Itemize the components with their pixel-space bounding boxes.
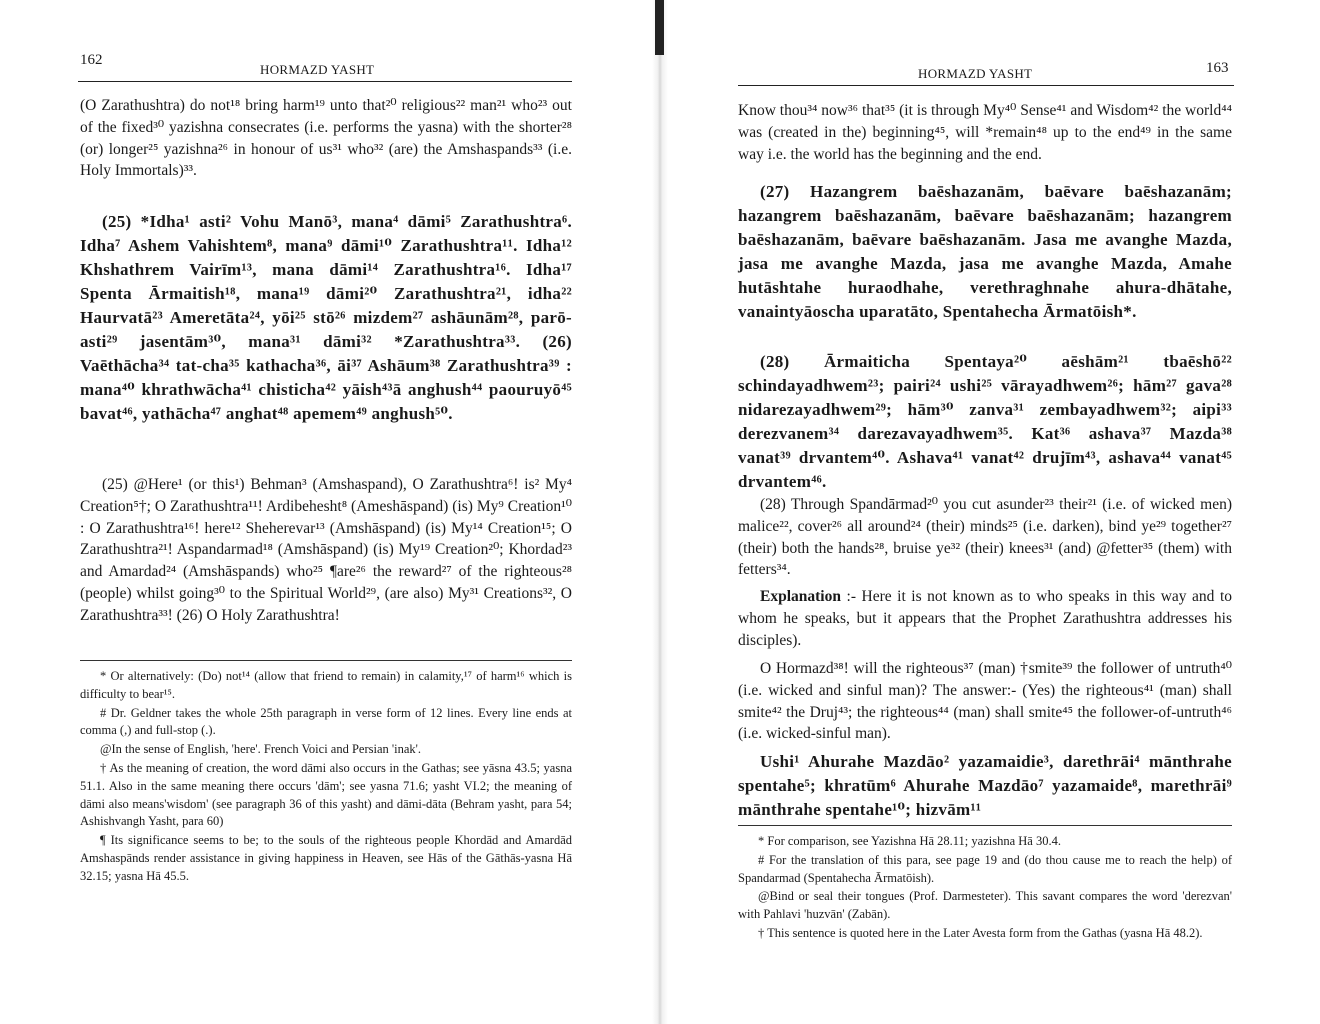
avesta-paragraph-27 bbox=[738, 180, 1232, 324]
left-footnotes bbox=[80, 668, 572, 887]
question-paragraph bbox=[738, 658, 1232, 745]
header-rule bbox=[78, 81, 572, 82]
avesta-paragraph-25 bbox=[80, 210, 572, 426]
question-text: O Hormazd³⁸! will the righteous³⁷ (man) †smite³⁹ the follower of untruth⁴⁰ (i.e. wicked and sinful man)? The answer:- (Yes) the righteous⁴¹ (man) shall smite⁴² the Druj⁴³; the righteous⁴⁴ (man) shall smite⁴⁵ the follower-of-untruth⁴⁶ (i.e. wicked-sinful man). bbox=[738, 660, 1232, 743]
translation-paragraph-25 bbox=[80, 474, 572, 627]
footnote: † This sentence is quoted here in the Later Avesta form from the Gathas (yasna Hā 48.2). bbox=[758, 925, 1203, 940]
header-rule bbox=[738, 85, 1234, 86]
avesta-text: (27) Hazangrem baēshazanām, baēvare baēshazanām; hazangrem baēshazanām, baēvare baēshazanām; hazangrem baēshazanām, baēvare baēshazanām. Jasa me avanghe Mazda, jasa me avanghe Mazda, jasa me avanghe Mazda, Amahe hutāshtahe huraodhahe, verethraghnahe ahura-dhātahe, vanaintyāoscha uparatāto, Spentahecha Ārmatōish*. bbox=[738, 182, 1232, 321]
intro-paragraph: Know thou³⁴ now³⁶ that³⁵ (it is through My⁴⁰ Sense⁴¹ and Wisdom⁴² the world⁴⁴ was (created in the) beginning⁴⁵, will *remain⁴⁸ up to the end⁴⁹ in the same way i.e. the world has the beginning and the end. bbox=[738, 102, 1232, 163]
running-head: HORMAZD YASHT bbox=[260, 62, 375, 77]
footnote: # For the translation of this para, see page 19 and (do thou cause me to reach the help) of Spandarmad (Spentahecha Ārmatōish). bbox=[738, 852, 1232, 885]
explanation-label: Explanation bbox=[760, 588, 841, 605]
footnote: * For comparison, see Yazishna Hā 28.11; yazishna Hā 30.4. bbox=[758, 834, 1061, 848]
footnote: # Dr. Geldner takes the whole 25th paragraph in verse form of 12 lines. Every line ends at comma (,) and full-stop (.). bbox=[80, 705, 572, 738]
left-text-column bbox=[80, 95, 572, 182]
right-intro bbox=[738, 100, 1232, 165]
footnote: * Or alternatively: (Do) not¹⁴ (allow that friend to remain) in calamity,¹⁷ of harm¹⁶ which is difficulty to bear¹⁵. bbox=[80, 669, 572, 701]
right-footnotes bbox=[738, 833, 1232, 944]
intro-paragraph: (O Zarathushtra) do not¹⁸ bring harm¹⁹ unto that²⁰ religious²² man²¹ who²³ out of the fixed³⁰ yazishna consecrates (i.e. performs the yasna) with the shorter²⁸ (or) longer²⁵ yazishna²⁶ in honour of us³¹ who³² (are) the Amshaspands³³ (i.e. Holy Immortals)³³. bbox=[80, 97, 572, 180]
avesta-text: (28) Ārmaiticha Spentaya²⁰ aēshām²¹ tbaēshō²² schindayadhwem²³; pairi²⁴ ushi²⁵ vārayadhwem²⁶; hām²⁷ gava²⁸ nidarezayadhwem²⁹; hām³⁰ zanva³¹ zembayadhwem³²; aipi³³ derezvanem³⁴ darezavayadhwem³⁵. Kat³⁶ ashava³⁷ Mazda³⁸ vanat³⁹ drvantem⁴⁰. Ashava⁴¹ vanat⁴² drujīm⁴³, ashava⁴⁴ vanat⁴⁵ drvantem⁴⁶. bbox=[738, 352, 1232, 491]
right-page bbox=[660, 0, 1320, 1024]
footnote: @Bind or seal their tongues (Prof. Darmesteter). This savant compares the word 'derezvan' with Pahlavi 'huzvān' (Zabān). bbox=[738, 889, 1232, 922]
avesta-paragraph-ushi bbox=[738, 750, 1232, 822]
translation-paragraph-28 bbox=[738, 494, 1232, 581]
avesta-paragraph-28 bbox=[738, 350, 1232, 494]
explanation-paragraph bbox=[738, 586, 1232, 651]
page-number: 162 bbox=[80, 52, 103, 68]
running-head: HORMAZD YASHT bbox=[918, 66, 1033, 81]
avesta-text: Ushi¹ Ahurahe Mazdāo² yazamaidie³, darethrāi⁴ mānthrahe spentahe⁵; khratūm⁶ Ahurahe Mazdāo⁷ yazamaide⁸, marethrāi⁹ mānthrahe spentahe¹⁰; hizvām¹¹ bbox=[738, 752, 1232, 819]
footnote-rule bbox=[80, 660, 572, 661]
footnote: @In the sense of English, 'here'. French Voici and Persian 'inak'. bbox=[100, 742, 422, 757]
translation-text: (28) Through Spandārmad²⁰ you cut asunder²³ their²¹ (i.e. of wicked men) malice²², cover²⁶ all around²⁴ (their) minds²⁵ (i.e. darken), bind ye²⁹ together²⁷ (their) both the hands²⁸, bruise ye³² (their) knees³¹ (and) @fetter³⁵ (them) with fetters³⁴. bbox=[738, 496, 1232, 579]
footnote: ¶ Its significance seems to be; to the souls of the righteous people Khordād and Amardād Amshaspānds render assistance in giving happiness in Heaven, see Hās of the Gāthās-yasna Hā 32.15; yasna Hā 45.5. bbox=[80, 833, 572, 883]
avesta-text: (25) *Idha¹ asti² Vohu Manō³, mana⁴ dāmi⁵ Zarathushtra⁶. Idha⁷ Ashem Vahishtem⁸, mana⁹ dāmi¹⁰ Zarathushtra¹¹. Idha¹² Khshathrem Vairīm¹³, mana dāmi¹⁴ Zarathushtra¹⁶. Idha¹⁷ Spenta Ārmaitish¹⁸, mana¹⁹ dāmi²⁰ Zarathushtra²¹, idha²² Haurvatā²³ Ameretāta²⁴, yōi²⁵ stō²⁶ mizdem²⁷ ashāunām²⁸, parō-asti²⁹ jasentām³⁰, mana³¹ dāmi³² *Zarathushtra³³. (26) Vaēthācha³⁴ tat-cha³⁵ kathacha³⁶, āi³⁷ Ashāum³⁸ Zarathushtra³⁹ : mana⁴⁰ khrathwācha⁴¹ chisticha⁴² yāish⁴³ā anghush⁴⁴ paouruyō⁴⁵ bavat⁴⁶, yathācha⁴⁷ anghat⁴⁸ apemem⁴⁹ anghush⁵⁰. bbox=[80, 212, 572, 423]
explanation-text: :- Here it is not known as to who speaks in this way and to whom he speaks, but it appears that the Prophet Zarathushtra addresses his disciples). bbox=[738, 588, 1233, 649]
footnote-rule bbox=[738, 825, 1232, 826]
translation-text: (25) @Here¹ (or this¹) Behman³ (Amshaspand), O Zarathushtra⁶! is² My⁴ Creation⁵†; O Zarathushtra¹¹! Ardibehesht⁸ (Ameshāspand) (is) My⁹ Creation¹⁰ : O Zarathushtra¹⁶! here¹² Sheherevar¹³ (Amshāspand) (is) My¹⁴ Creation¹⁵; O Zarathushtra²¹! Aspandarmad¹⁸ (Amshāspand) (is) My¹⁹ Creation²⁰; Khordad²³ and Amardad²⁴ (Amshāspands) who²⁵ ¶are²⁶ the reward²⁷ of the righteous²⁸ (people) whilst going³⁰ to the Spiritual World²⁹, (are also) My³¹ Creations³², O Zarathushtra³³! (26) O Holy Zarathushtra! bbox=[80, 476, 572, 624]
footnote: † As the meaning of creation, the word dāmi also occurs in the Gathas; see yāsna 43.5; yasna 51.1. Also in the same meaning there occurs 'dām'; see yasna 71.6; yasht VI.2; the meaning of dāmi also means'wisdom' (see paragraph 36 of this yasht) and dāmi-dāta (Behram yasht, para 54; Ashishvangh Yasht, para 60) bbox=[80, 760, 572, 829]
page-number: 163 bbox=[1206, 60, 1229, 76]
